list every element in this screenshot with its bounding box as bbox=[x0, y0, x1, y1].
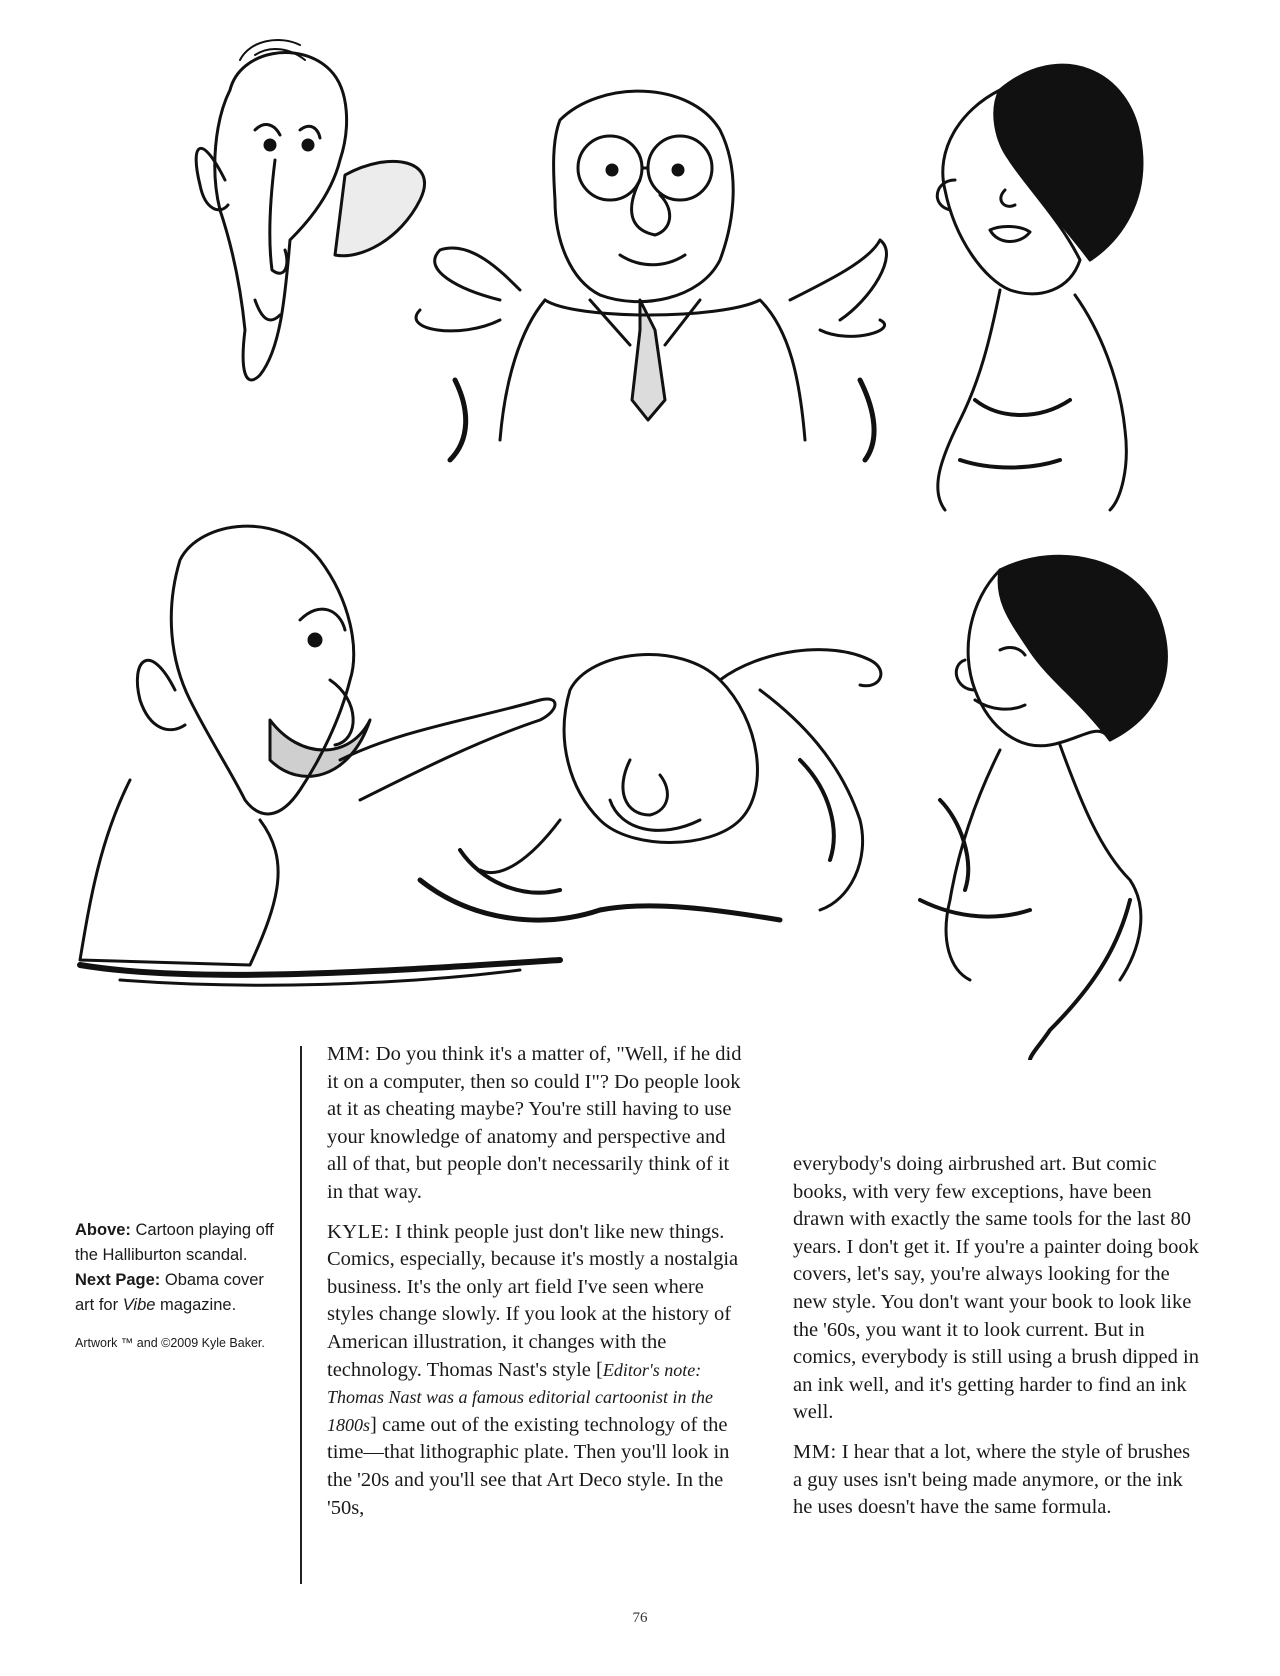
image-caption bbox=[75, 1218, 275, 1353]
editors-note: Editor's note: Thomas Nast was a famous editorial cartoonist in the 1800s bbox=[327, 1359, 714, 1435]
caricature-head-left bbox=[196, 40, 424, 380]
paragraph-text: I think people just don't like new things. Comics, especially, because it's mostly a nostalgia business. It's the only art field I've seen where styles change slowly. If you look at the history of American illustration, it changes with the technology. Thomas Nast's style [ bbox=[327, 1220, 739, 1381]
paragraph-text: I hear that a lot, where the style of brushes a guy uses isn't being made anymore, or the ink he uses doesn't have the same formula. bbox=[793, 1440, 1191, 1519]
caption-next-label: Next Page: bbox=[75, 1271, 161, 1289]
speaker-label: MM: bbox=[793, 1440, 837, 1463]
caricature-figure-bottom-right bbox=[920, 556, 1166, 1060]
column-divider-rule bbox=[300, 1046, 302, 1584]
caption-above bbox=[75, 1218, 275, 1268]
page-number: 76 bbox=[632, 1610, 648, 1626]
caption-next-text: Obama cover art for bbox=[75, 1271, 264, 1314]
caricature-figure-bottom-left bbox=[80, 526, 560, 985]
caption-next bbox=[75, 1268, 275, 1318]
text-column-2 bbox=[793, 1151, 1203, 1522]
artwork-credit: Artwork ™ and ©2009 Kyle Baker. bbox=[75, 1336, 265, 1350]
caricature-head-right bbox=[937, 65, 1142, 510]
caricature-figure-center bbox=[416, 91, 886, 460]
paragraph-mm-comment bbox=[793, 1439, 1203, 1522]
paragraph-kyle-answer bbox=[327, 1219, 743, 1523]
paragraph-mm-question bbox=[327, 1041, 743, 1207]
speaker-label: KYLE: bbox=[327, 1220, 390, 1243]
paragraph-text: Do you think it's a matter of, "Well, if he did it on a computer, then so could I"? Do people look at it as cheating maybe? You're still having to use your knowledge of anatomy and perspective and all of that, but people don't necessarily think of it in that way. bbox=[327, 1043, 742, 1203]
text-column-1 bbox=[327, 1041, 743, 1522]
caption-next-text-end: magazine. bbox=[160, 1296, 237, 1314]
caption-above-label: Above: bbox=[75, 1221, 131, 1239]
speaker-label: MM: bbox=[327, 1043, 371, 1065]
caption-next-magazine: Vibe bbox=[122, 1296, 156, 1314]
paragraph-continued: everybody's doing airbrushed art. But comic books, with very few exceptions, have been drawn with exactly the same tools for the last 80 years. I don't get it. If you're a painter doing book covers, let's say, you're always looking for the new style. You don't want your book to look like the '60s, you want it to look current. But in comics, everybody is still using a brush dipped in an ink well, and it's getting harder to find an ink well. bbox=[793, 1153, 1199, 1424]
caption-above-text: Cartoon playing off the Halliburton scandal. bbox=[75, 1221, 274, 1264]
caricature-figure-bottom-center bbox=[420, 650, 881, 920]
paragraph-text-continued: ] came out of the existing technology of the time—that lithographic plate. Then you'll look in the '20s and you'll see that Art Deco style. In the '50s, bbox=[327, 1413, 730, 1519]
